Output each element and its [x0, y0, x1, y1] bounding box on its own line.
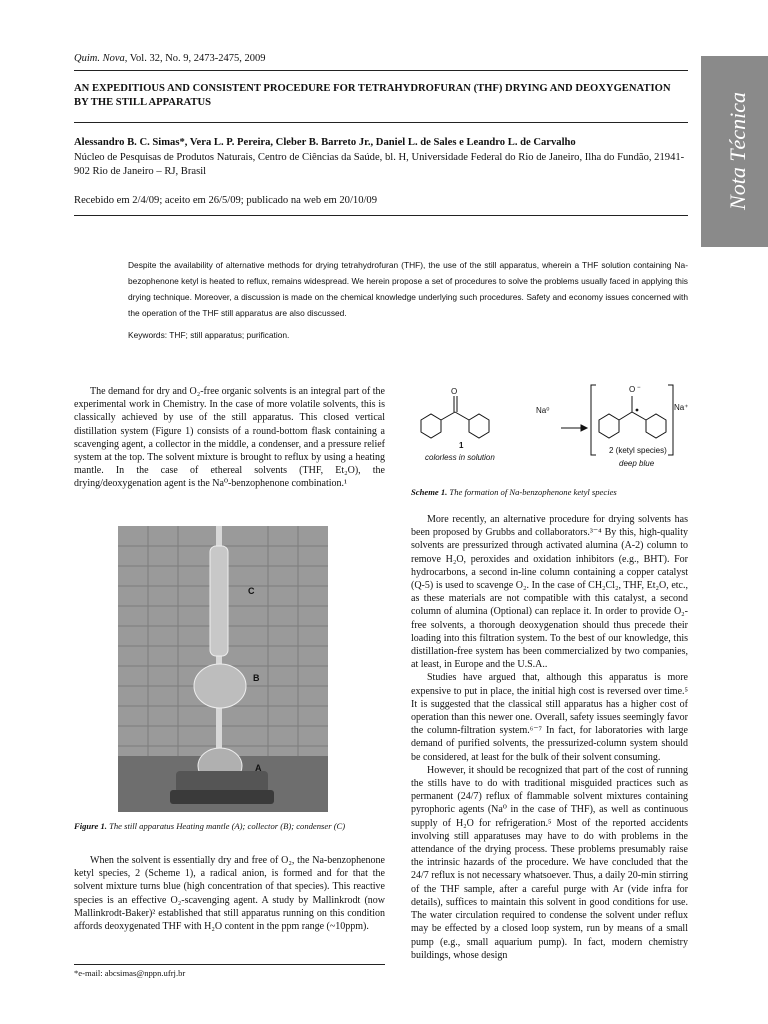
section-label-svg: [701, 56, 768, 247]
column-1-bottom: [74, 854, 385, 933]
journal-volume: , Vol. 32, No. 9, 2473-2475, 2009: [124, 53, 266, 64]
authors: Alessandro B. C. Simas*, Vera L. P. Pereira, Cleber B. Barreto Jr., Daniel L. de Sales e Leandro L. de Carvalho: [74, 137, 576, 148]
journal-citation: [74, 53, 266, 64]
column-2: [411, 513, 688, 962]
article-title: AN EXPEDITIOUS AND CONSISTENT PROCEDURE FOR TETRAHYDROFURAN (THF) DRYING AND DEOXYGENATION BY THE STILL APPARATUS: [74, 83, 671, 108]
paragraph: When the solvent is essentially dry and free of O₂, the Na-benzophenone ketyl species, 2 (Scheme 1), a radical anion, is formed and for that the solvent mixture turns blue (high concentration of that species). This reactive species is an effective O₂-scavenging agent. A study by Mallinkrodt (now Mallinkrodt-Baker)² established that still apparatus running on this condition affords deoxygenated THF with H₂O content in the ppm range (~10ppm).: [74, 855, 385, 933]
scheme-caption: [411, 487, 617, 497]
reagent-label: Na⁰: [536, 406, 550, 415]
scheme-1: [411, 380, 688, 480]
svg-text:O: O: [629, 385, 636, 394]
dates-rule: [74, 215, 688, 216]
compound-1-desc: colorless in solution: [425, 453, 495, 462]
footnote-rule: [74, 964, 385, 965]
compound-2-label: 2 (ketyl species): [609, 446, 667, 455]
scheme-caption-text: The formation of Na-benzophenone ketyl species: [447, 487, 617, 497]
paragraph: Studies have argued that, although this apparatus is more expensive to put in place, the initial high cost is reversed over time.⁵ It is suggested that the classical still apparatus has a higher cost of operation than this newer one. Overall, safety issues seemingly favor the column-filtration system.⁶⁻⁷ In fact, for laboratories with large demand of purified solvents, the pressurized-column system should be considered, at least for the bulk of their solvent consuming.: [411, 672, 688, 763]
figure-caption: [74, 821, 385, 831]
abstract: Despite the availability of alternative methods for drying tetrahydrofuran (THF), the use of the still apparatus, wherein a THF solution containing Na-bezophenone ketyl is heated to reflux, remains widespread. We herein propose a set of procedures to solve the problems usually faced in applying this drying technique. Moreover, a discussion is made on the chemical knowledge underlying such procedures. Safety and economy issues concerned with the operation of the THF still apparatus are also discussed.: [128, 260, 688, 318]
paragraph: However, it should be recognized that part of the cost of running the stills have to do with traditional misguided practices such as permanent (24/7) reflux of flammable solvent mixtures containing pyrophoric agents (Na⁰ in the case of THF), as well as continuous supply of H₂O for refrigeration.⁵ Most of the reported accidents involving still apparatuses may have to do with problems in the attendance of the drying process. These problems presumably raise the intrinsic hazards of the procedure. We have concluded that the 24/7 reflux is not necessary whatsoever. Thus, a daily 20-min stirring of the THF sample, after a careful purge with Ar (vide infra for details), suffices to maintain this solvent in good conditions for use. The water circulation required to condense the solvent under reflux may be effected by a closed loop system, run by means of a small pump (e.g., small aquarium pump). In fact, modern chemistry buildings, whose design: [411, 764, 688, 961]
footnote: *e-mail: abcsimas@nppn.ufrj.br: [74, 968, 186, 978]
column-1-top: [74, 385, 385, 491]
figure-caption-text: The still apparatus Heating mantle (A); collector (B); condenser (C): [106, 821, 346, 831]
compound-1-label: 1: [459, 441, 464, 450]
header-rule: [74, 70, 688, 71]
benzene-ring: [599, 414, 619, 438]
label-a: A: [255, 763, 262, 773]
benzene-ring: [421, 414, 441, 438]
paragraph: The demand for dry and O₂-free organic solvents is an integral part of the experimental work in Chemistry. In the case of more volatile solvents, this is classically achieved by use of the still apparatus. This closed vertical distillation system (Figure 1) consists of a round-bottom flask containing a scavenging agent, a collector in the middle, a condenser, and a pressure relief system at the top. The solvent mixture is brought to reflux by using a heating mantle. In the case of ethereal solvents (THF, Et₂O), the drying/deoxygenation agent is the Na⁰-benzophenone combination.¹: [74, 386, 385, 490]
paragraph: More recently, an alternative procedure for drying solvents has been proposed by Grubbs and collaborators.³⁻⁴ By this, high-quality solvents are pressurized through activated alumina (A-2) column to remove H₂O, peroxides and oxidation inhibitors (e.g., BHT). For hydrocarbons, a second in-line column containing a copper catalyst (Q-5) is used to scavenge O₂. In the case of CH₂Cl₂, THF, Et₂O, etc., as these materials are not compatible with this catalyst, a second column of alumina (Optional) can replace it. In order to provide O₂-free solvents, a thorough deoxygenation should thus precede their loading into this filtration system. To the best of our knowledge, this distillation-free system has been commercialized by two companies, at least, in Europe and the U.S.A..: [411, 514, 688, 671]
affiliation: Núcleo de Pesquisas de Produtos Naturais, Centro de Ciências da Saúde, bl. H, Universidade Federal do Rio de Janeiro, Ilha do Fundão, 21941-902 Rio de Janeiro – RJ, Brasil: [74, 152, 685, 177]
benzene-ring: [469, 414, 489, 438]
section-label: Nota Técnica: [725, 92, 750, 210]
section-sidebar: [701, 56, 768, 247]
label-b: B: [253, 673, 260, 683]
dates: Recebido em 2/4/09; aceito em 26/5/09; publicado na web em 20/10/09: [74, 195, 378, 206]
title-rule: [74, 122, 688, 123]
svg-text:−: −: [637, 385, 641, 391]
scheme-caption-lead: Scheme 1.: [411, 487, 448, 497]
figure-caption-lead: Figure 1.: [74, 821, 107, 831]
keywords: Keywords: THF; still apparatus; purification.: [128, 330, 290, 340]
label-c: C: [248, 586, 255, 596]
journal-name: Quim. Nova: [74, 53, 125, 64]
compound-2-desc: deep blue: [619, 459, 655, 468]
benzene-ring: [646, 414, 666, 438]
photo-illustration: [118, 526, 328, 812]
svg-text:O: O: [451, 387, 458, 396]
counterion-label: Na⁺: [674, 403, 688, 412]
still-apparatus-photo: [118, 526, 328, 812]
scheme-svg: [411, 380, 688, 480]
